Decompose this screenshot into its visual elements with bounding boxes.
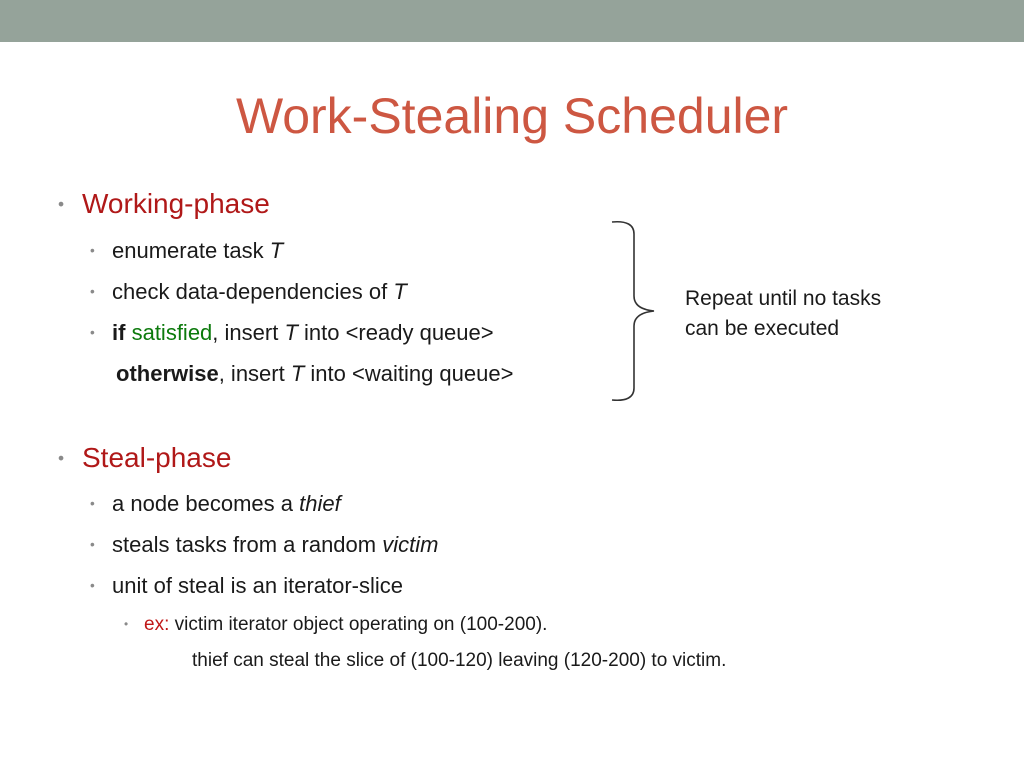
working-phase-heading: • Working-phase — [58, 188, 270, 219]
top-banner-bar — [0, 0, 1024, 42]
working-item-enumerate: • enumerate task T — [90, 238, 284, 263]
bullet-icon: • — [58, 448, 65, 468]
steal-phase-heading: • Steal-phase — [58, 442, 232, 473]
repeat-note — [685, 284, 881, 344]
steal-item-unit: • unit of steal is an iterator-slice — [90, 573, 404, 598]
right-curly-brace-icon — [610, 218, 660, 404]
bullet-icon: • — [124, 618, 129, 631]
repeat-note-line1: Repeat until no tasks — [685, 287, 882, 310]
bullet-icon: • — [90, 578, 95, 593]
working-item-if-satisfied: • if satisfied, insert T into <ready queue> — [90, 320, 494, 345]
bullet-icon: • — [90, 243, 95, 258]
bullet-icon: • — [58, 194, 65, 214]
steal-example-line2: thief can steal the slice of (100-120) leaving (120-200) to victim. — [192, 650, 727, 671]
steal-item-thief: • a node becomes a thief — [90, 491, 341, 516]
bullet-icon: • — [90, 284, 95, 299]
working-item-otherwise: otherwise, insert T into <waiting queue> — [116, 361, 514, 386]
steal-example-line1: • ex: victim iterator object operating on (100-200). — [124, 614, 548, 635]
steal-item-victim: • steals tasks from a random victim — [90, 532, 439, 557]
bullet-icon: • — [90, 537, 95, 552]
bullet-icon: • — [90, 325, 95, 340]
repeat-note-line2: can be executed — [685, 317, 840, 340]
slide-title: Work-Stealing Scheduler — [235, 88, 789, 144]
working-item-check: • check data-dependencies of T — [90, 279, 407, 304]
bullet-icon: • — [90, 496, 95, 511]
